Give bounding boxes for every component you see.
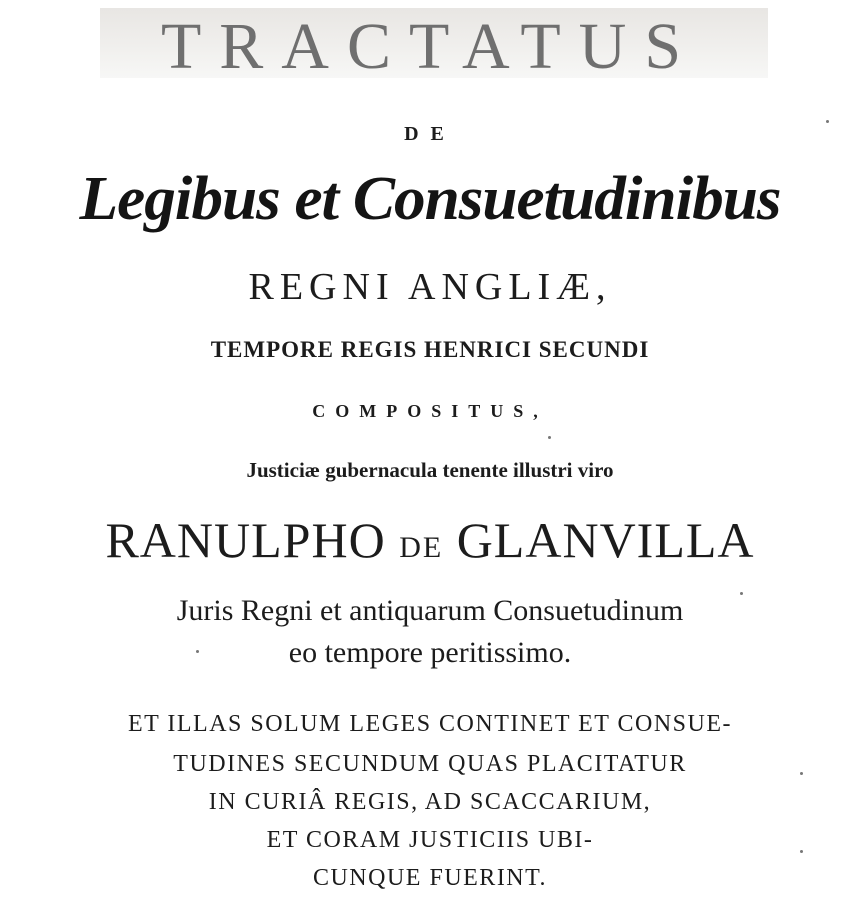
ink-speck xyxy=(196,650,199,653)
tempore-line: TEMPORE REGIS HENRICI SECUNDI xyxy=(210,337,650,362)
ink-speck xyxy=(826,120,829,123)
author-surname: GLANVILLA xyxy=(456,512,755,568)
ink-speck xyxy=(740,592,743,595)
juris-line-2: eo tempore peritissimo. xyxy=(288,636,572,669)
ink-speck xyxy=(548,436,551,439)
ink-speck xyxy=(800,772,803,775)
author-particle: DE xyxy=(399,531,444,564)
regni-angliae-line: REGNI ANGLIÆ, xyxy=(248,266,612,308)
body-line-4: ET CORAM JUSTICIIS UBI- xyxy=(266,827,594,853)
main-title: TRACTATUS xyxy=(160,10,700,83)
blackletter-title: Legibus et Consuetudinibus xyxy=(79,165,781,233)
body-line-2: TUDINES SECUNDUM QUAS PLACITATUR xyxy=(173,751,687,777)
juris-line-1: Juris Regni et antiquarum Consuetudinum xyxy=(176,594,684,627)
body-line-1: ET ILLAS SOLUM LEGES CONTINET ET CONSUE- xyxy=(128,711,732,737)
author-name-line xyxy=(0,512,860,568)
author-first-name: RANULPHO xyxy=(105,512,386,568)
body-line-3: IN CURIÂ REGIS, AD SCACCARIUM, xyxy=(208,789,652,815)
justiciae-line: Justiciæ gubernacula tenente illustri viro xyxy=(246,458,614,482)
de-line: DE xyxy=(404,123,456,145)
compositus-line: COMPOSITUS, xyxy=(312,401,548,421)
ink-speck xyxy=(800,850,803,853)
body-line-5: CUNQUE FUERINT. xyxy=(312,865,548,891)
